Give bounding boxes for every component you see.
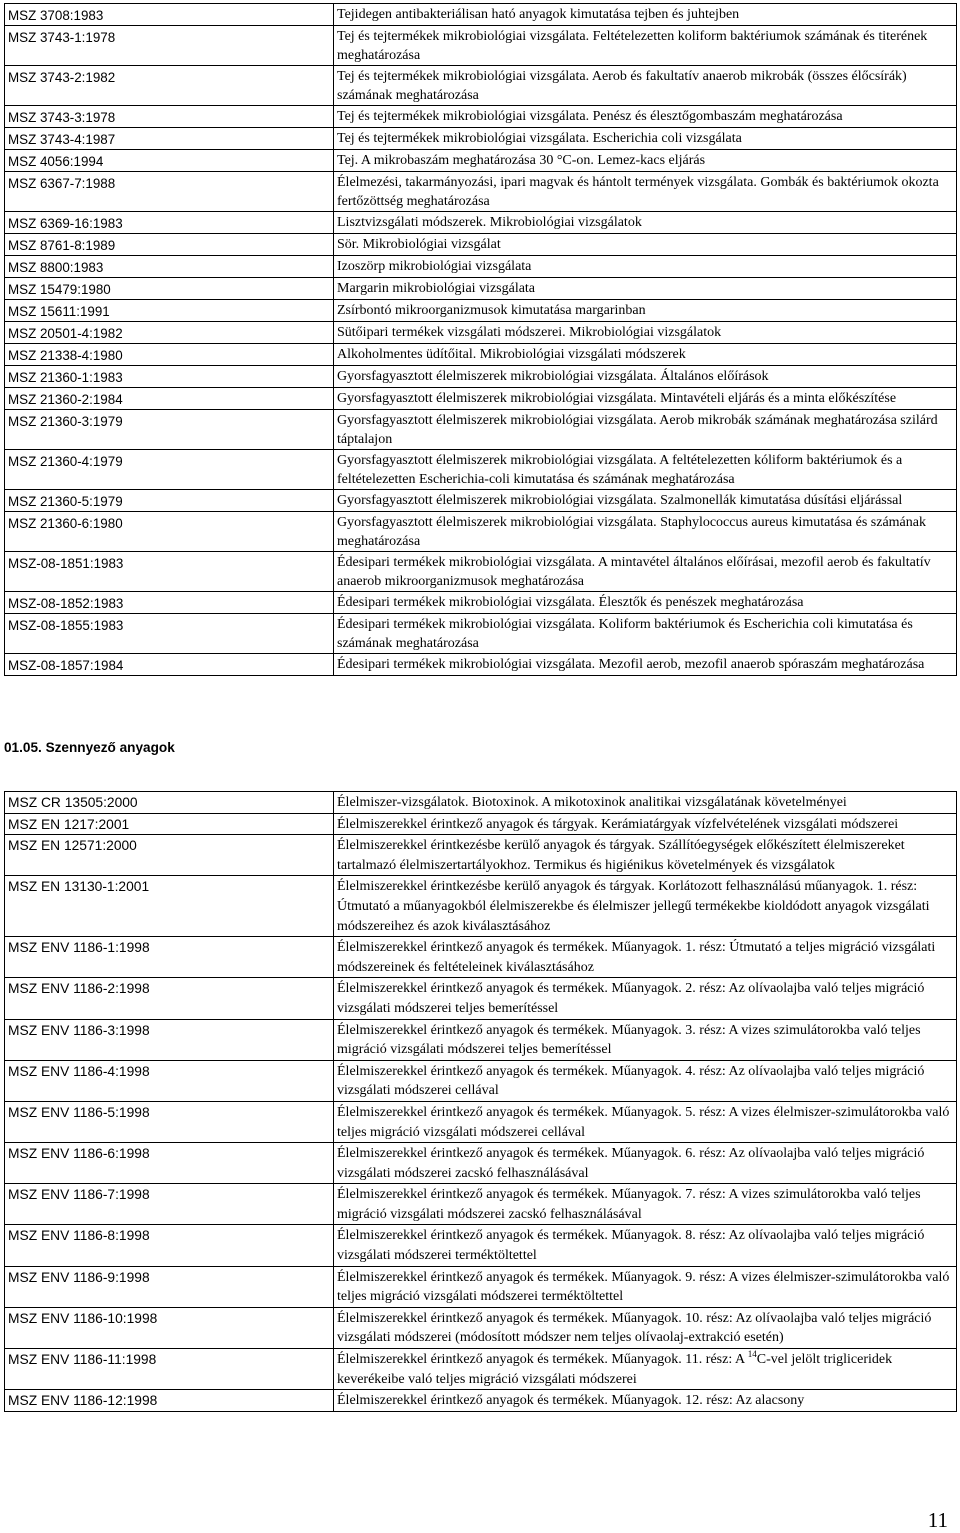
table-row [5, 1349, 957, 1390]
standard-code: MSZ EN 12571:2000 [5, 835, 334, 876]
standard-code: MSZ 8761-8:1989 [5, 234, 334, 256]
standard-title: Alkoholmentes üdítőital. Mikrobiológiai vizsgálati módszerek [334, 344, 957, 366]
standard-title: Tej. A mikrobaszám meghatározása 30 °C-on. Lemez-kacs eljárás [334, 150, 957, 172]
standard-title: Lisztvizsgálati módszerek. Mikrobiológiai vizsgálatok [334, 212, 957, 234]
standard-code: MSZ-08-1852:1983 [5, 592, 334, 614]
standard-code: MSZ 21338-4:1980 [5, 344, 334, 366]
standard-title: Élelmezési, takarmányozási, ipari magvak és hántolt termények vizsgálata. Gombák és baktériumok okozta fertőzöttség meghatározása [334, 172, 957, 212]
standard-title: Élelmiszer-vizsgálatok. Biotoxinok. A mikotoxinok analitikai vizsgálatának követelményei [334, 792, 957, 814]
standard-code: MSZ 3708:1983 [5, 4, 334, 26]
standard-code: MSZ 3743-1:1978 [5, 26, 334, 66]
standard-title: Sütőipari termékek vizsgálati módszerei. Mikrobiológiai vizsgálatok [334, 322, 957, 344]
standard-code: MSZ 3743-2:1982 [5, 66, 334, 106]
standard-code: MSZ CR 13505:2000 [5, 792, 334, 814]
table-row [5, 1184, 957, 1225]
standards-table-microbiology [4, 3, 957, 676]
standard-code: MSZ ENV 1186-11:1998 [5, 1349, 334, 1390]
standard-title: Élelmiszerekkel érintkező anyagok és termékek. Műanyagok. 10. rész: Az olívaolajba való teljes migráció vizsgálati módszerei (módosított módszer nem teljes olívaolaj-extrakció esetén) [334, 1307, 957, 1348]
standard-title: Élelmiszerekkel érintkezésbe kerülő anyagok és tárgyak. Szállítóegységek előkészített élelmiszereket tartalmazó élelmiszertartályokhoz. Termikus és higiénikus követelmények és vizsgálatok [334, 835, 957, 876]
standard-title: Tejidegen antibakteriálisan ható anyagok kimutatása tejben és juhtejben [334, 4, 957, 26]
standard-code: MSZ 4056:1994 [5, 150, 334, 172]
standard-code: MSZ 6367-7:1988 [5, 172, 334, 212]
table-row [5, 256, 957, 278]
standard-title: Gyorsfagyasztott élelmiszerek mikrobiológiai vizsgálata. Aerob mikrobák számának meghatározása szilárd táptalajon [334, 410, 957, 450]
standard-title: Margarin mikrobiológiai vizsgálata [334, 278, 957, 300]
table-row [5, 1060, 957, 1101]
table-row [5, 937, 957, 978]
standard-code: MSZ 21360-1:1983 [5, 366, 334, 388]
standard-title: Sör. Mikrobiológiai vizsgálat [334, 234, 957, 256]
standard-title: Tej és tejtermékek mikrobiológiai vizsgálata. Feltételezetten koliform baktériumok számának és titerének meghatározása [334, 26, 957, 66]
standard-title: Gyorsfagyasztott élelmiszerek mikrobiológiai vizsgálata. Általános előírások [334, 366, 957, 388]
table-row [5, 128, 957, 150]
standard-title: Tej és tejtermékek mikrobiológiai vizsgálata. Penész és élesztőgombaszám meghatározása [334, 106, 957, 128]
standard-code: MSZ 8800:1983 [5, 256, 334, 278]
table-row [5, 813, 957, 835]
standard-title: Élelmiszerekkel érintkező anyagok és termékek. Műanyagok. 8. rész: Az olívaolajba való teljes migráció vizsgálati módszerei terméktöltettel [334, 1225, 957, 1266]
standards-table-contaminants [4, 791, 957, 1412]
page-number: 11 [927, 1508, 948, 1532]
standard-title: Édesipari termékek mikrobiológiai vizsgálata. Koliform baktériumok és Escherichia coli kimutatása és számának meghatározása [334, 614, 957, 654]
table-row [5, 1101, 957, 1142]
table-row [5, 592, 957, 614]
standard-title: Élelmiszerekkel érintkező anyagok és termékek. Műanyagok. 4. rész: Az olívaolajba való teljes migráció vizsgálati módszerei cellával [334, 1060, 957, 1101]
standard-title: Édesipari termékek mikrobiológiai vizsgálata. Élesztők és penészek meghatározása [334, 592, 957, 614]
table-row [5, 212, 957, 234]
table-row [5, 512, 957, 552]
standard-title: Édesipari termékek mikrobiológiai vizsgálata. Mezofil aerob, mezofil anaerob spóraszám meghatározása [334, 654, 957, 676]
table-row [5, 490, 957, 512]
standard-code: MSZ 21360-5:1979 [5, 490, 334, 512]
table-row [5, 410, 957, 450]
table-row [5, 388, 957, 410]
standard-title: Élelmiszerekkel érintkező anyagok és termékek. Műanyagok. 7. rész: A vizes szimulátorokba való teljes migráció vizsgálati módszerei zacskó felhasználásával [334, 1184, 957, 1225]
standard-code: MSZ ENV 1186-4:1998 [5, 1060, 334, 1101]
standard-title: Élelmiszerekkel érintkező anyagok és termékek. Műanyagok. 6. rész: Az olívaolajba való teljes migráció vizsgálati módszerei zacskó felhasználásával [334, 1143, 957, 1184]
table-row [5, 614, 957, 654]
standard-code: MSZ-08-1857:1984 [5, 654, 334, 676]
standard-title: Gyorsfagyasztott élelmiszerek mikrobiológiai vizsgálata. Mintavételi eljárás és a minta előkészítése [334, 388, 957, 410]
table-row [5, 4, 957, 26]
table-row [5, 106, 957, 128]
section-heading: 01.05. Szennyező anyagok [4, 740, 175, 755]
standard-code: MSZ 3743-3:1978 [5, 106, 334, 128]
standard-code: MSZ 21360-6:1980 [5, 512, 334, 552]
table-row [5, 876, 957, 937]
table-body [5, 792, 957, 1412]
standard-title: Izoszörp mikrobiológiai vizsgálata [334, 256, 957, 278]
table-row [5, 366, 957, 388]
table-body [5, 4, 957, 676]
standard-title: Élelmiszerekkel érintkező anyagok és termékek. Műanyagok. 1. rész: Útmutató a teljes migráció vizsgálati módszereinek és feltételeinek kiválasztásához [334, 937, 957, 978]
standard-code: MSZ 21360-4:1979 [5, 450, 334, 490]
table-row [5, 234, 957, 256]
standard-code: MSZ EN 13130-1:2001 [5, 876, 334, 937]
standard-title: Tej és tejtermékek mikrobiológiai vizsgálata. Aerob és fakultatív anaerob mikrobák (összes élőcsírák) számának meghatározása [334, 66, 957, 106]
table-row [5, 344, 957, 366]
standard-title: Élelmiszerekkel érintkező anyagok és termékek. Műanyagok. 2. rész: Az olívaolajba való teljes migráció vizsgálati módszerei teljes bemerítéssel [334, 978, 957, 1019]
table-row [5, 450, 957, 490]
standard-code: MSZ ENV 1186-10:1998 [5, 1307, 334, 1348]
superscript-14: 14 [747, 1349, 757, 1360]
table-row [5, 1307, 957, 1348]
standard-code: MSZ ENV 1186-12:1998 [5, 1390, 334, 1412]
table-row [5, 172, 957, 212]
standard-title: Élelmiszerekkel érintkező anyagok és termékek. Műanyagok. 5. rész: A vizes élelmiszer-szimulátorokba való teljes migráció vizsgálati módszerei cellával [334, 1101, 957, 1142]
standard-title [334, 1349, 957, 1390]
standard-code: MSZ ENV 1186-2:1998 [5, 978, 334, 1019]
standard-code: MSZ 15479:1980 [5, 278, 334, 300]
standard-title: Zsírbontó mikroorganizmusok kimutatása margarinban [334, 300, 957, 322]
standard-title: Élelmiszerekkel érintkezésbe kerülő anyagok és tárgyak. Korlátozott felhasználású műanyagok. 1. rész: Útmutató a műanyagokból élelmiszerekbe és élelmiszer jellegű termékekbe kioldódott anyagok vizsgálati módszereihez és azok kiválasztásához [334, 876, 957, 937]
table-row [5, 1019, 957, 1060]
table-row [5, 66, 957, 106]
table-row [5, 835, 957, 876]
standard-code: MSZ ENV 1186-9:1998 [5, 1266, 334, 1307]
table-row [5, 1266, 957, 1307]
title-text-before: Élelmiszerekkel érintkező anyagok és termékek. Műanyagok. 11. rész: A [337, 1352, 748, 1368]
standard-title: Tej és tejtermékek mikrobiológiai vizsgálata. Escherichia coli vizsgálata [334, 128, 957, 150]
standard-title: Élelmiszerekkel érintkező anyagok és termékek. Műanyagok. 3. rész: A vizes szimulátorokba való teljes migráció vizsgálati módszerei teljes bemerítéssel [334, 1019, 957, 1060]
title-text-after: C-vel jelölt trigliceridek keverékeibe való teljes migráció vizsgálati módszerei [337, 1352, 893, 1387]
table-row [5, 1390, 957, 1412]
table-row [5, 278, 957, 300]
standard-title: Élelmiszerekkel érintkező anyagok és termékek. Műanyagok. 9. rész: A vizes élelmiszer-szimulátorokba való teljes migráció vizsgálati módszerei terméktöltettel [334, 1266, 957, 1307]
standard-code: MSZ ENV 1186-5:1998 [5, 1101, 334, 1142]
standard-title: Édesipari termékek mikrobiológiai vizsgálata. A mintavétel általános előírásai, mezofil aerob és fakultatív anaerob mikroorganizmusok meghatározása [334, 552, 957, 592]
standard-code: MSZ ENV 1186-8:1998 [5, 1225, 334, 1266]
standard-code: MSZ ENV 1186-7:1998 [5, 1184, 334, 1225]
table-row [5, 1225, 957, 1266]
table-row [5, 552, 957, 592]
table-row [5, 322, 957, 344]
table-row [5, 300, 957, 322]
standard-code: MSZ EN 1217:2001 [5, 813, 334, 835]
standard-code: MSZ ENV 1186-3:1998 [5, 1019, 334, 1060]
standard-title: Élelmiszerekkel érintkező anyagok és tárgyak. Kerámiatárgyak vízfelvételének vizsgálati módszerei [334, 813, 957, 835]
standard-code: MSZ ENV 1186-1:1998 [5, 937, 334, 978]
standard-code: MSZ 6369-16:1983 [5, 212, 334, 234]
table-row [5, 654, 957, 676]
standard-code: MSZ-08-1855:1983 [5, 614, 334, 654]
standard-title: Gyorsfagyasztott élelmiszerek mikrobiológiai vizsgálata. Staphylococcus aureus kimutatása és számának meghatározása [334, 512, 957, 552]
standard-code: MSZ 3743-4:1987 [5, 128, 334, 150]
standard-code: MSZ ENV 1186-6:1998 [5, 1143, 334, 1184]
table-row [5, 978, 957, 1019]
table-row [5, 792, 957, 814]
standard-title: Gyorsfagyasztott élelmiszerek mikrobiológiai vizsgálata. Szalmonellák kimutatása dúsítási eljárással [334, 490, 957, 512]
standard-title: Élelmiszerekkel érintkező anyagok és termékek. Műanyagok. 12. rész: Az alacsony [334, 1390, 957, 1412]
standard-code: MSZ 15611:1991 [5, 300, 334, 322]
standard-code: MSZ 20501-4:1982 [5, 322, 334, 344]
table-row [5, 1143, 957, 1184]
standard-title: Gyorsfagyasztott élelmiszerek mikrobiológiai vizsgálata. A feltételezetten kóliform baktériumok és a feltételezetten Escherichia-coli kimutatása és számának meghatározása [334, 450, 957, 490]
standard-code: MSZ-08-1851:1983 [5, 552, 334, 592]
table-row [5, 26, 957, 66]
table-row [5, 150, 957, 172]
standard-code: MSZ 21360-3:1979 [5, 410, 334, 450]
standard-code: MSZ 21360-2:1984 [5, 388, 334, 410]
